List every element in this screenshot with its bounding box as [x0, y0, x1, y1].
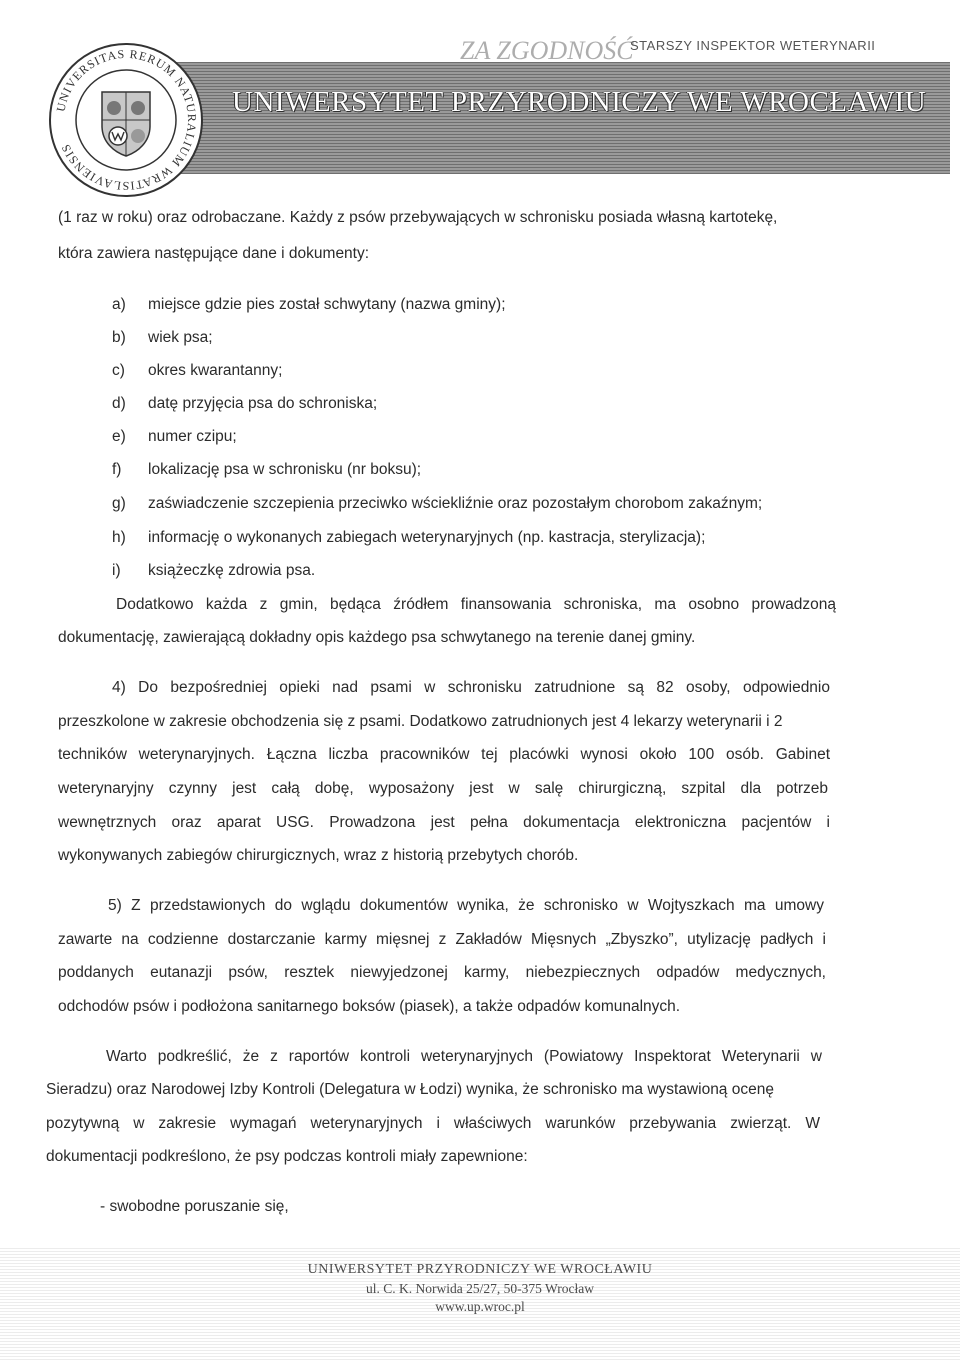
letterhead	[0, 0, 960, 200]
paragraph-line: 4) Do bezpośredniej opieki nad psami w schronisku zatrudnione są 82 osoby, odpowiednio	[112, 679, 830, 696]
paragraph-line: weterynaryjny czynny jest całą dobę, wyposażony jest w salę chirurgiczną, szpital dla potrzeb	[58, 780, 828, 797]
footer-university-name: UNIWERSYTET PRZYRODNICZY WE WROCŁAWIU	[307, 1262, 653, 1277]
seal-text: UNIVERSITAS RERUM NATURALIUM WRATISLAVIENSIS	[53, 46, 200, 194]
university-name: UNIWERSYTET PRZYRODNICZY WE WROCŁAWIU	[232, 86, 927, 118]
list-item: h) informację o wykonanych zabiegach weterynaryjnych (np. kastracja, sterylizacja);	[112, 529, 706, 546]
paragraph-line: która zawiera następujące dane i dokumenty:	[58, 245, 370, 262]
paragraph-line: dokumentacji podkreślono, że psy podczas kontroli miały zapewnione:	[46, 1148, 528, 1165]
footer-address: ul. C. K. Norwida 25/27, 50-375 Wrocław	[366, 1281, 594, 1296]
paragraph-line: techników weterynaryjnych. Łączna liczba pracowników tej placówki wynosi około 100 osób. Gabinet	[58, 746, 830, 763]
paragraph-line: wykonywanych zabiegów chirurgicznych, wraz z historią przebytych chorób.	[58, 847, 579, 864]
paragraph-line: Dodatkowo każda z gmin, będąca źródłem finansowania schroniska, ma osobno prowadzoną	[116, 596, 836, 613]
list-item: g) zaświadczenie szczepienia przeciwko wściekliźnie oraz pozostałym chorobom zakaźnym;	[112, 495, 763, 512]
paragraph-line: odchodów psów i podłożona sanitarnego boksów (piasek), a także odpadów komunalnych.	[58, 998, 681, 1015]
bullet-item: - swobodne poruszanie się,	[100, 1198, 289, 1215]
list-item: f) lokalizację psa w schronisku (nr boksu);	[112, 461, 422, 478]
paragraph-line: Warto podkreślić, że z raportów kontroli weterynaryjnych (Powiatowy Inspektorat Weterynarii w	[106, 1048, 822, 1065]
list-item: c) okres kwarantanny;	[112, 362, 283, 379]
paragraph-line: Sieradzu) oraz Narodowej Izby Kontroli (Delegatura w Łodzi) wynika, że schronisko ma wystawioną ocenę	[46, 1081, 774, 1098]
list-item: e) numer czipu;	[112, 428, 237, 445]
paragraph-line: zawarte na codzienne dostarczanie karmy mięsnej z Zakładów Mięsnych „Zbyszko”, utylizację padłych i	[58, 931, 826, 948]
university-seal-logo	[46, 40, 206, 200]
list-item: d) datę przyjęcia psa do schroniska;	[112, 395, 378, 412]
paragraph-line: 5) Z przedstawionych do wglądu dokumentów wynika, że schronisko w Wojtyszkach ma umowy	[108, 897, 824, 914]
list-item: b) wiek psa;	[112, 329, 213, 346]
list-item: a) miejsce gdzie pies został schwytany (nazwa gminy);	[112, 296, 506, 313]
letterhead-footer	[0, 1248, 960, 1362]
footer-website-link[interactable]: www.up.wroc.pl	[435, 1299, 525, 1314]
paragraph-line: przeszkolone w zakresie obchodzenia się z psami. Dodatkowo zatrudnionych jest 4 lekarzy weterynarii i 2	[58, 713, 783, 730]
list-item: i) książeczkę zdrowia psa.	[112, 562, 316, 579]
paragraph-line: (1 raz w roku) oraz odrobaczane. Każdy z psów przebywających w schronisku posiada własną kartotekę,	[58, 209, 778, 226]
paragraph-line: wewnętrznych oraz aparat USG. Prowadzona jest pełna dokumentacja elektroniczna pacjentów i	[58, 814, 830, 831]
paragraph-line: pozytywną w zakresie wymagań weterynaryjnych i właściwych warunków przebywania zwierząt. W	[46, 1115, 820, 1132]
paragraph-line: dokumentację, zawierającą dokładny opis każdego psa schwytanego na terenie danej gminy.	[58, 629, 696, 646]
paragraph-line: poddanych eutanazji psów, resztek niewyjedzonej karmy, niebezpiecznych odpadów medycznych,	[58, 964, 826, 981]
certification-stamp-mark: ZA ZGODNOŚĆ	[460, 36, 634, 65]
inspector-stamp: STARSZY INSPEKTOR WETERYNARII	[630, 38, 876, 53]
